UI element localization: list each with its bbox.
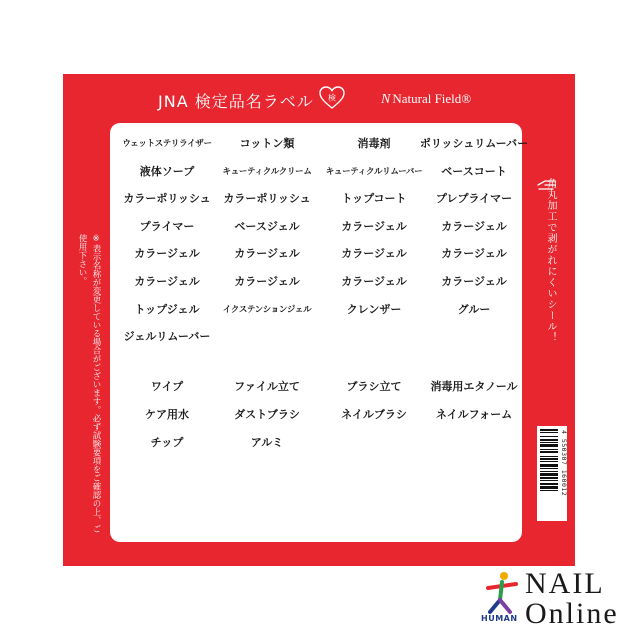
barcode-bar [540, 461, 558, 462]
peel-resistant-note: 角丸加工で剥がれにくいシール！ [545, 178, 556, 343]
sheet-header [63, 74, 575, 124]
label-item: トップコート [341, 192, 407, 206]
brand-name: N Natural Field® [381, 91, 472, 107]
barcode [537, 426, 567, 521]
label-item: チップ [150, 436, 184, 449]
label-item: カラーポリッシュ [223, 192, 311, 206]
barcode-number: 4 550307 160012 [560, 430, 568, 497]
label-item: ウェットステリライザー [122, 139, 212, 149]
barcode-bar [540, 458, 558, 460]
label-item: カラージェル [341, 275, 407, 288]
label-item: ケア用水 [145, 408, 189, 421]
barcode-bar [540, 439, 558, 441]
label-item: ポリッシュリムーバー [419, 137, 529, 150]
label-item: ネイルフォーム [435, 408, 513, 421]
barcode-bar [540, 468, 558, 469]
barcode-bar [540, 442, 558, 443]
label-item: カラージェル [234, 247, 300, 261]
label-item: キューティクルクリーム [222, 166, 312, 177]
label-item: 消毒剤 [357, 137, 391, 150]
barcode-bar [540, 480, 558, 481]
barcode-bar [540, 444, 558, 447]
label-item: アルミ [250, 436, 284, 449]
logo-sub-text: HUMAN [481, 614, 518, 623]
barcode-bar [540, 464, 558, 467]
label-item: カラージェル [341, 247, 407, 261]
label-item: コットン類 [239, 137, 295, 150]
label-item: カラージェル [441, 275, 507, 288]
barcode-bar [540, 471, 558, 472]
label-item: ベースジェル [234, 219, 300, 233]
label-item: ブラシ立て [346, 380, 402, 393]
label-item: カラージェル [134, 275, 200, 288]
label-item: カラーポリッシュ [123, 192, 211, 206]
label-item: 液体ソープ [139, 164, 195, 178]
label-item: イクステンションジェル [222, 304, 312, 315]
logo-nail-text: NAIL [525, 567, 605, 600]
label-item: クレンザー [346, 302, 402, 316]
label-item: カラージェル [234, 275, 300, 288]
label-item: カラージェル [441, 247, 507, 261]
label-item: グルー [457, 302, 491, 316]
barcode-bar [540, 486, 558, 489]
label-item: ファイル立て [234, 380, 300, 393]
label-item: トップジェル [134, 302, 200, 316]
brand-text: Natural Field [392, 91, 462, 106]
label-item: カラージェル [341, 219, 407, 233]
label-item: カラージェル [134, 247, 200, 261]
barcode-bar [540, 477, 558, 479]
label-item: 消毒用エタノール [430, 380, 518, 393]
human-figure-icon [482, 570, 522, 616]
label-item: ワイプ [150, 380, 184, 393]
barcode-bar [540, 490, 558, 491]
logo-online-text: Online [525, 597, 619, 630]
barcode-bars [540, 429, 558, 518]
heart-badge-text: 検 [328, 93, 336, 103]
barcode-bar [540, 436, 558, 437]
barcode-bar [540, 473, 558, 476]
heart-badge-icon [319, 86, 345, 110]
label-panel [110, 123, 529, 542]
label-sheet-card [63, 74, 575, 566]
barcode-bar [540, 429, 558, 431]
nail-online-logo [480, 568, 630, 634]
label-item: ネイルブラシ [341, 408, 407, 421]
caution-note: ※表示名称が変更している場合がございます。必ず試験要項をご確認の上、ご使用下さい。 [77, 234, 101, 533]
label-item: キューティクルリムーバー [325, 166, 423, 177]
barcode-bar [540, 449, 558, 450]
barcode-bar [540, 451, 558, 453]
label-item: プライマー [139, 219, 195, 233]
label-item: ジェルリムーバー [123, 330, 211, 344]
label-item: カラージェル [441, 219, 507, 233]
sheet-title: JNA 検定品名ラベル [158, 92, 314, 111]
label-item: ダストブラシ [234, 408, 300, 421]
label-item: プレプライマー [435, 192, 513, 206]
barcode-bar [540, 483, 558, 485]
label-item: ベースコート [441, 164, 507, 178]
barcode-bar [540, 432, 558, 433]
barcode-bar [540, 456, 558, 457]
brand-mark: N [381, 92, 391, 107]
